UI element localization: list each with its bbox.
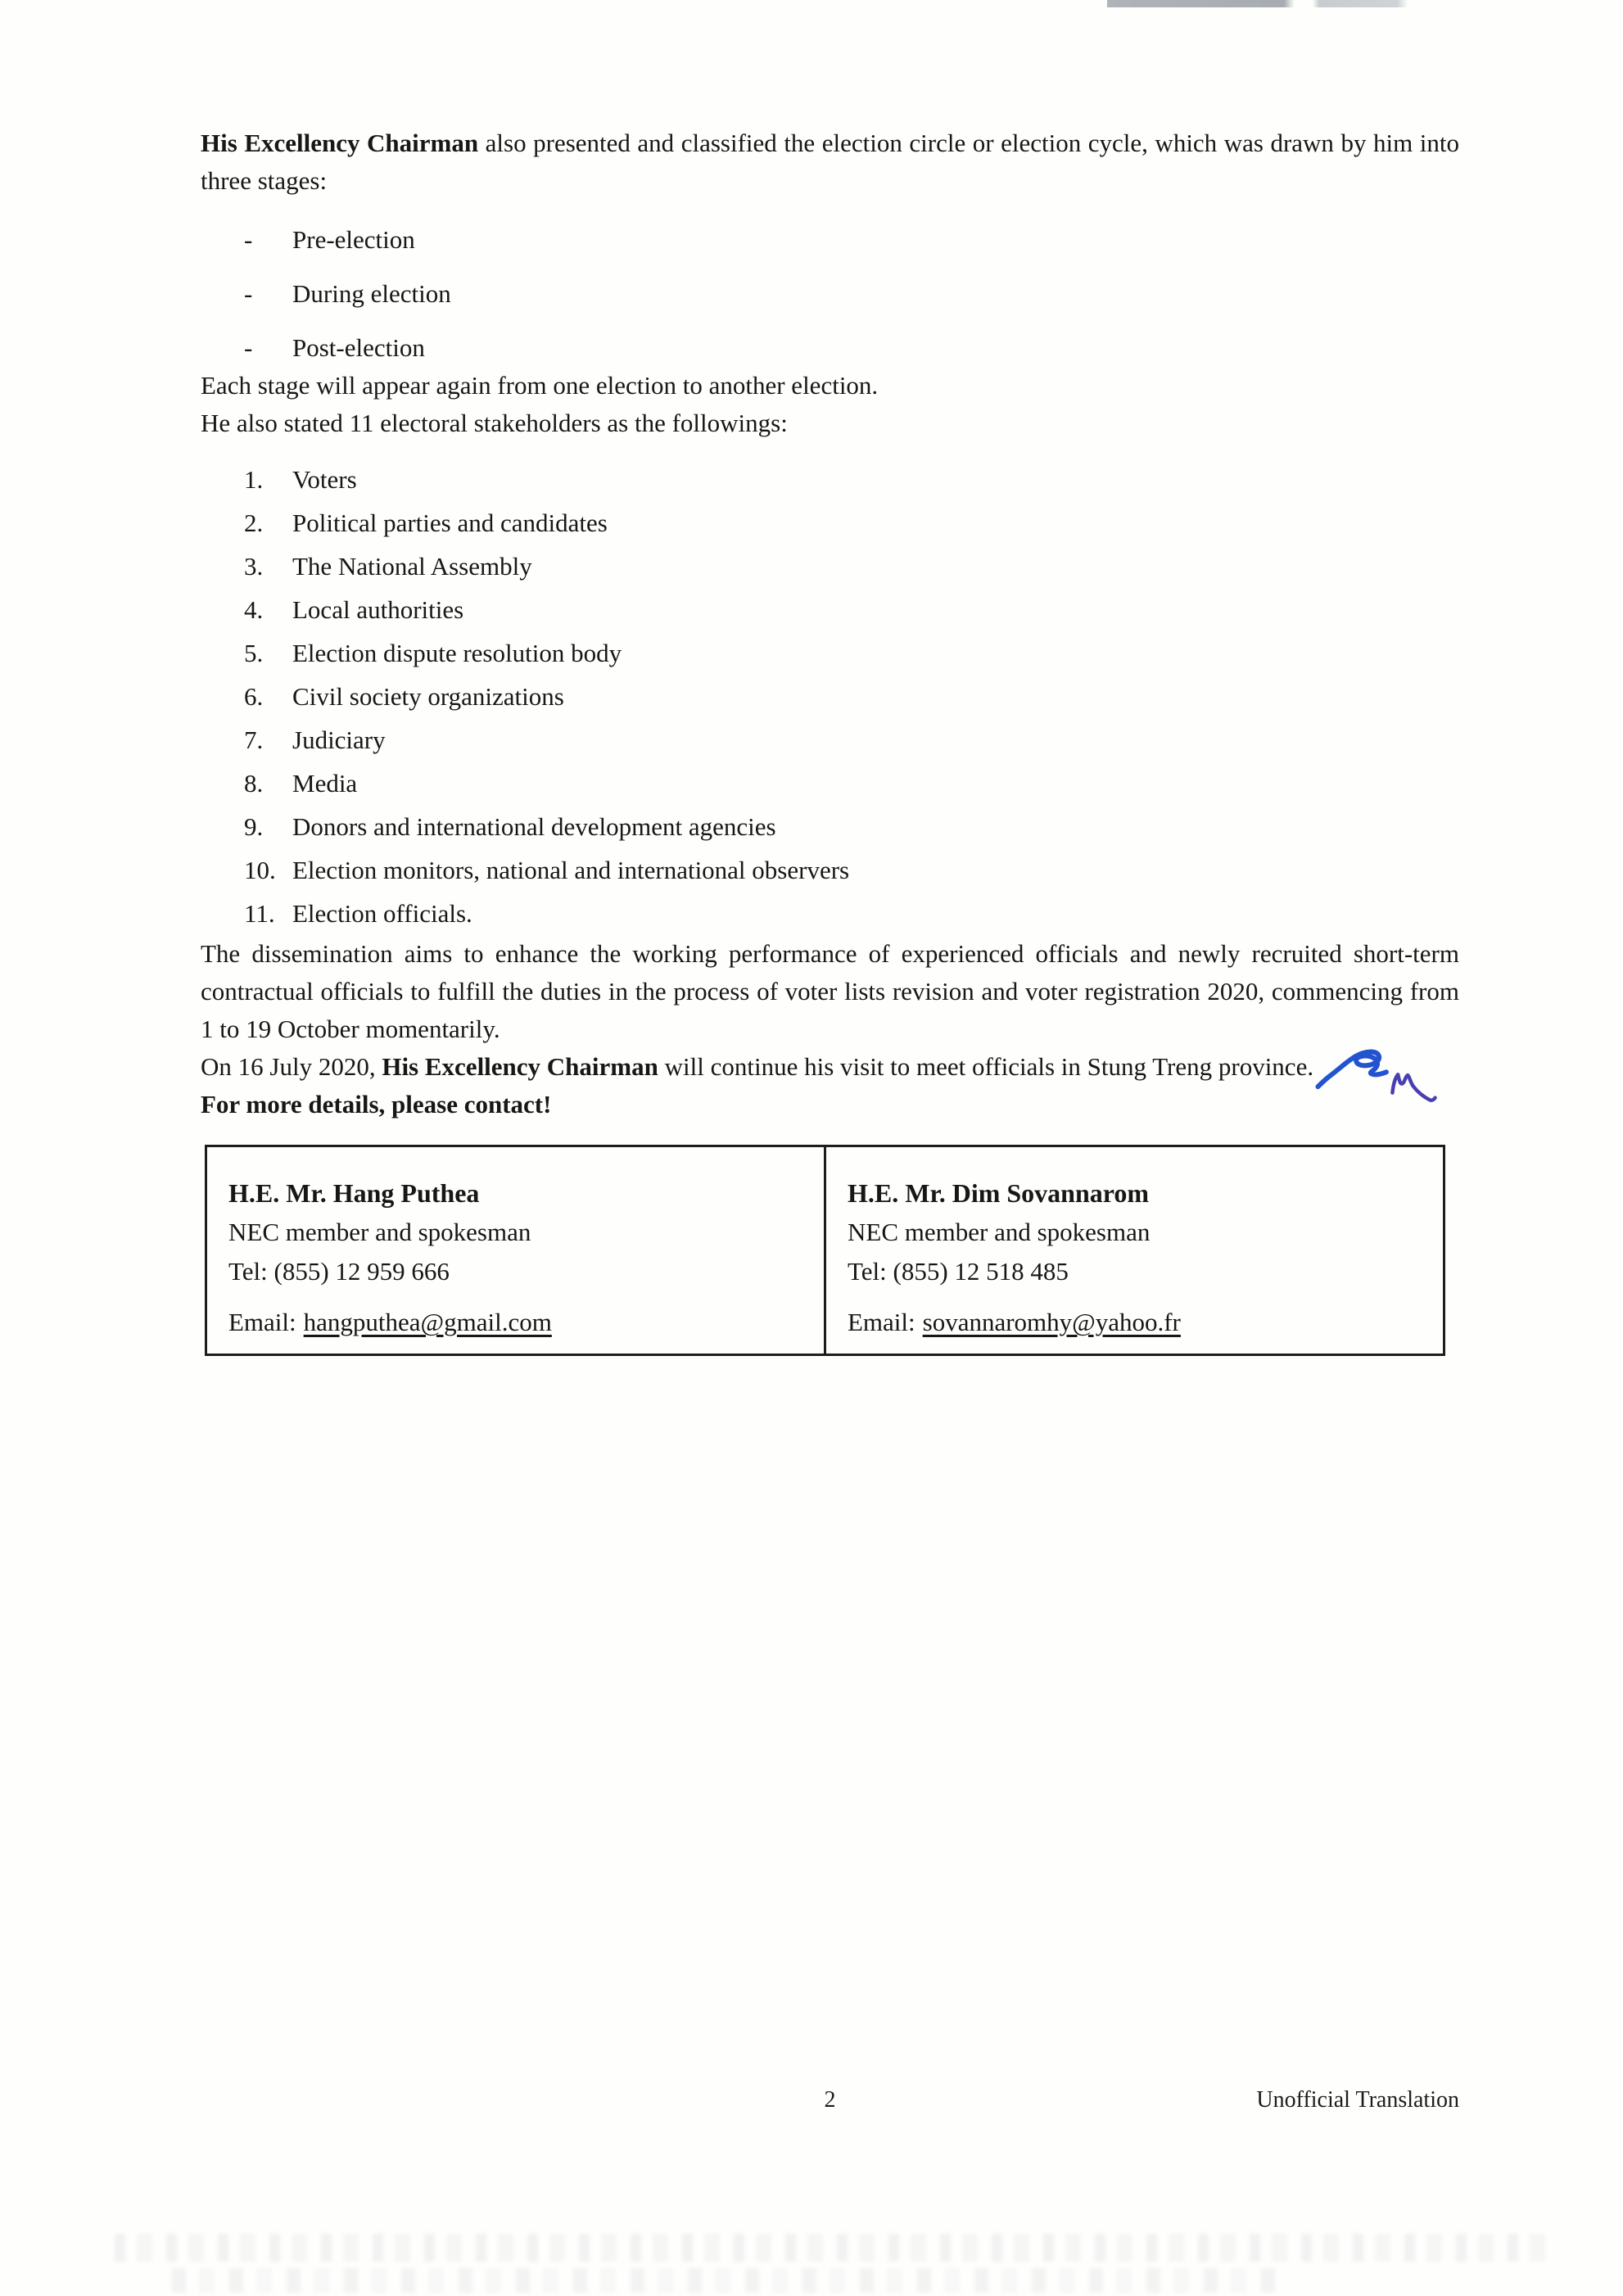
paragraph-dissemination: The dissemination aims to enhance the working performance of experienced officials and newly recruited short-term contractual officials to fulfill the duties in the process of voter lists revision and voter registration 2020, commencing from 1 to 19 October momentarily. (201, 939, 1459, 1043)
item-label: Donors and international development agencies (292, 812, 776, 841)
contact-card-dim-sovannarom (825, 1146, 1444, 1355)
item-number: 3. (244, 552, 264, 581)
dash-bullet: - (244, 279, 253, 308)
paragraph-election-cycle-text: also presented and classified the election circle or election cycle, which was drawn by him into three stages: (201, 129, 1459, 195)
emphasis-his-excellency-chairman: His Excellency Chairman (382, 1052, 658, 1081)
stakeholder-item (201, 458, 1459, 501)
contacts-row (206, 1146, 1444, 1355)
stakeholder-item (201, 805, 1459, 848)
paragraph-visit-prefix: On 16 July 2020, (201, 1052, 382, 1081)
contact-name: H.E. Mr. Dim Sovannarom (848, 1178, 1150, 1208)
item-number: 9. (244, 812, 264, 841)
item-label: Voters (292, 465, 357, 494)
item-label: Judiciary (292, 725, 386, 754)
contacts-table (205, 1145, 1445, 1356)
contact-heading: For more details, please contact! (201, 1090, 552, 1119)
item-number: 11. (244, 899, 275, 928)
contact-title: NEC member and spokesman (228, 1218, 531, 1246)
page-footer (201, 2087, 1459, 2125)
stakeholder-item (201, 545, 1459, 588)
dash-bullet: - (244, 333, 253, 362)
contact-email-address: hangputhea@gmail.com (303, 1308, 552, 1336)
contact-email-label: Email: (228, 1308, 296, 1336)
dash-bullet: - (244, 225, 253, 254)
paragraph-each-stage: Each stage will appear again from one election to another election. (201, 371, 879, 400)
paragraph-election-cycle (201, 124, 1459, 200)
paragraph-visit-rest: will continue his visit to meet officials in Stung Treng province. (658, 1052, 1314, 1081)
item-label: Election monitors, national and international observers (292, 856, 850, 884)
item-number: 10. (244, 856, 276, 884)
contact-name: H.E. Mr. Hang Puthea (228, 1178, 480, 1208)
contact-tel: Tel: (855) 12 959 666 (228, 1257, 450, 1286)
handwritten-signature (1315, 1042, 1438, 1109)
stage-label: Post-election (292, 333, 425, 362)
document-page (201, 124, 1459, 1356)
election-stage-list (201, 221, 1459, 367)
stage-item (201, 275, 1459, 313)
item-number: 1. (244, 465, 264, 494)
item-number: 5. (244, 639, 264, 667)
item-number: 4. (244, 595, 264, 624)
contact-email (228, 1303, 804, 1342)
scan-bleedthrough-band (115, 2234, 1556, 2262)
signature-stroke-loop (1318, 1051, 1386, 1087)
stakeholder-item (201, 718, 1459, 762)
stakeholder-item (201, 631, 1459, 675)
stage-label: Pre-election (292, 225, 415, 254)
stakeholder-item (201, 588, 1459, 631)
stakeholder-item (201, 675, 1459, 718)
stakeholder-item (201, 848, 1459, 892)
item-label: Local authorities (292, 595, 464, 624)
item-number: 8. (244, 769, 264, 798)
emphasis-his-excellency-chairman: His Excellency Chairman (201, 129, 479, 157)
item-label: The National Assembly (292, 552, 532, 581)
stage-item (201, 329, 1459, 367)
stakeholder-list (201, 458, 1459, 935)
contact-card-hang-puthea (206, 1146, 825, 1355)
contact-email-address: sovannaromhy@yahoo.fr (922, 1308, 1181, 1336)
paragraph-stakeholders-intro: He also stated 11 electoral stakeholders as the followings: (201, 409, 788, 437)
item-label: Election officials. (292, 899, 472, 928)
item-label: Civil society organizations (292, 682, 564, 711)
signature-stroke-initial-m (1392, 1074, 1435, 1101)
item-label: Election dispute resolution body (292, 639, 622, 667)
item-number: 7. (244, 725, 264, 754)
contact-tel: Tel: (855) 12 518 485 (848, 1257, 1069, 1286)
contact-title: NEC member and spokesman (848, 1218, 1151, 1246)
paragraph-visit (201, 1048, 1459, 1086)
stage-label: During election (292, 279, 451, 308)
stakeholder-item (201, 762, 1459, 805)
unofficial-translation-note: Unofficial Translation (1256, 2087, 1459, 2113)
stakeholder-item (201, 892, 1459, 935)
stage-item (201, 221, 1459, 259)
item-number: 6. (244, 682, 264, 711)
item-number: 2. (244, 508, 264, 537)
contact-email (848, 1303, 1423, 1342)
page-number: 2 (824, 2087, 836, 2113)
scan-bleedthrough-band (172, 2268, 1277, 2293)
scan-artifact-top-strip (1107, 0, 1461, 7)
item-label: Media (292, 769, 358, 798)
contact-email-label: Email: (848, 1308, 915, 1336)
stakeholder-item (201, 501, 1459, 545)
item-label: Political parties and candidates (292, 508, 608, 537)
